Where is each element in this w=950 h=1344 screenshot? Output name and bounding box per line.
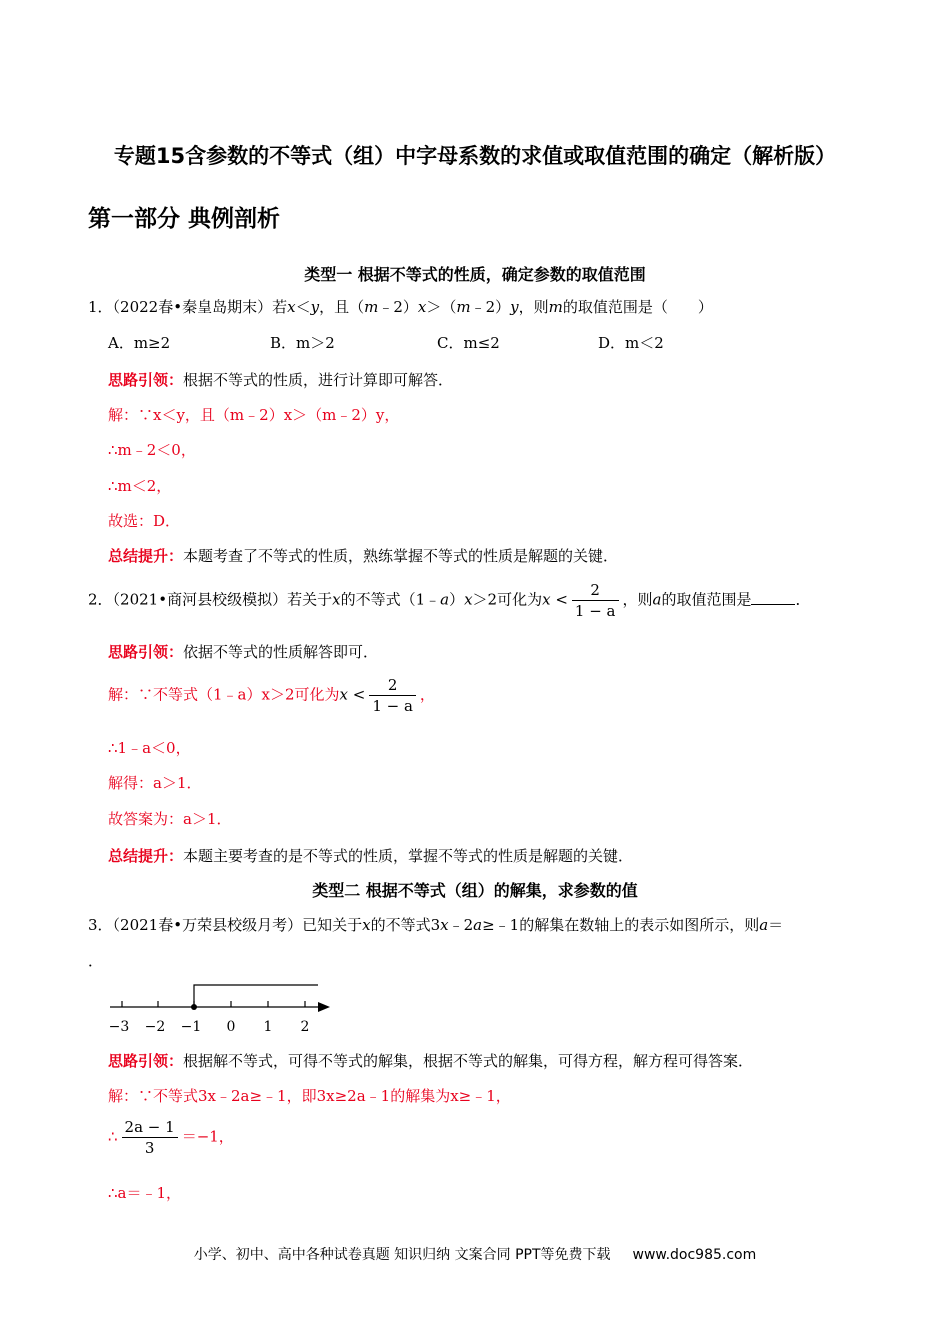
q2-solution-fraction: $\frac{2}{1 - a}$ [369, 675, 416, 716]
tick-label: −1 [180, 1019, 202, 1035]
q2-fraction: $\frac{2}{1 - a}$ [572, 580, 619, 621]
q3-solution-line-1: 解：∵不等式3x﹣2a≥﹣1，即3x≥2a﹣1的解集为x≥﹣1， [108, 1087, 511, 1105]
closed-point [191, 1004, 197, 1010]
question-2-stem: 2．（2021•商河县校级模拟）若关于x的不等式（1﹣a）x＞2可化为x < $\frac{2}{1 - a}$ ，则a的取值范围是 ． [88, 581, 811, 620]
q1-solution-line-1: 解：∵x＜y，且（m﹣2）x＞（m﹣2）y， [108, 406, 400, 424]
option-d: D．m＜2 [598, 334, 664, 352]
q2-solution-line-3: 解得：a＞1． [108, 774, 202, 792]
question-3-line-2: ． [88, 952, 104, 970]
q1-solution-line-2: ∴m﹣2＜0， [108, 441, 196, 459]
q2-solution-line-1: 解：∵不等式（1﹣a）x＞2可化为x < $\frac{2}{1 - a}$ ， [108, 676, 435, 715]
footer-link[interactable]: www.doc985.com [632, 1247, 757, 1263]
q2-solution-line-2: ∴1﹣a＜0， [108, 739, 191, 757]
number-line [100, 975, 340, 1037]
option-b: B．m＞2 [270, 334, 335, 352]
q3-solution-line-3: ∴a＝﹣1， [108, 1184, 182, 1202]
tick-label: 0 [226, 1019, 236, 1035]
q2-solution-line-4: 故答案为：a＞1． [108, 810, 232, 828]
section-heading: 第一部分 典例剖析 [88, 206, 281, 232]
axis-arrow [318, 1002, 330, 1012]
solution-bracket [194, 985, 318, 1007]
page-footer: 小学、初中、高中各种试卷真题 知识归纳 文案合同 PPT等免费下载 www.doc985.com [193, 1247, 757, 1263]
option-c: C．m≤2 [437, 334, 500, 352]
type-heading-2: 类型二 根据不等式（组）的解集，求参数的值 [312, 881, 638, 900]
q1-hint: 思路引领：根据不等式的性质，进行计算即可解答． [108, 371, 454, 389]
question-3-stem: 3．（2021春•万荣县校级月考）已知关于x的不等式3x﹣2a≥﹣1的解集在数轴上的表示如图所示，则a＝ [88, 916, 784, 934]
question-1-stem: 1．（2022春•秦皇岛期末）若x＜y，且（m﹣2）x＞（m﹣2）y，则m的取值范围是（ ） [88, 298, 713, 316]
q3-fraction: $\frac{2a - 1}{3}$ [122, 1117, 178, 1158]
q1-solution-line-4: 故选：D． [108, 512, 181, 530]
q2-hint: 思路引领：依据不等式的性质解答即可． [108, 643, 379, 661]
tick-label: −3 [108, 1019, 130, 1035]
type-heading-1: 类型一 根据不等式的性质，确定参数的取值范围 [304, 265, 646, 284]
q2-summary: 总结提升：本题主要考查的是不等式的性质，掌握不等式的性质是解题的关键． [108, 847, 634, 865]
option-a: A．m≥2 [108, 334, 171, 352]
q1-solution-line-3: ∴m＜2， [108, 477, 172, 495]
answer-blank [751, 590, 795, 605]
tick-label: 1 [263, 1019, 273, 1035]
q3-hint: 思路引领：根据解不等式，可得不等式的解集，根据不等式的解集，可得方程，解方程可得答案． [108, 1052, 754, 1070]
q3-solution-line-2: ∴ $\frac{2a - 1}{3}$ ＝−1， [108, 1118, 234, 1157]
q1-summary: 总结提升：本题考查了不等式的性质，熟练掌握不等式的性质是解题的关键． [108, 547, 619, 565]
tick-label: 2 [300, 1019, 310, 1035]
tick-label: −2 [144, 1019, 166, 1035]
page-title: 专题15含参数的不等式（组）中字母系数的求值或取值范围的确定（解析版） [113, 144, 837, 168]
